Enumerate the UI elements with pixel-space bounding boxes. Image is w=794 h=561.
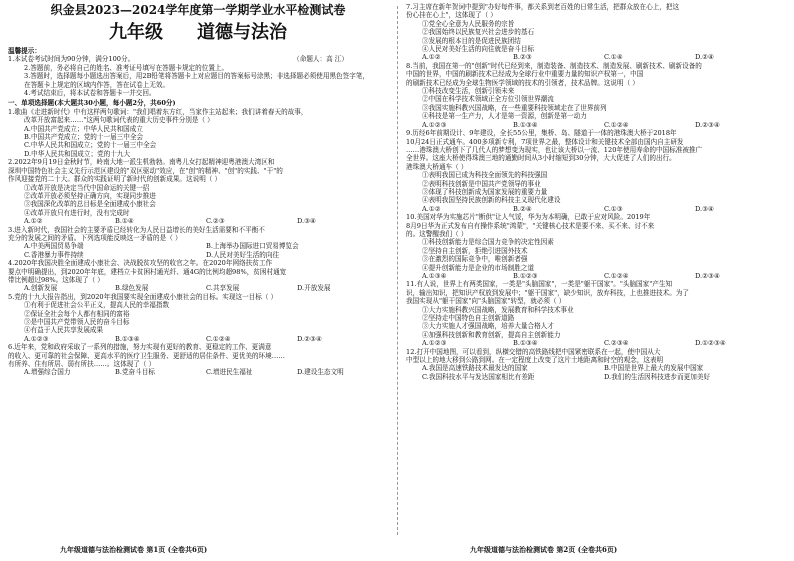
- question-stem: 港珠澳大桥通车（ ）: [406, 162, 468, 171]
- choice: D.②③④: [695, 272, 720, 280]
- choice: C.共享发展: [206, 284, 240, 293]
- notes-item: 1.本试卷考试时间为90分钟，满分100分。: [8, 55, 135, 64]
- choice: A.①②: [422, 204, 441, 213]
- question-stem: 中国的世界，中国的刷新技术已经成为全球行业中重要力量的知识产权第一，中国: [406, 70, 644, 79]
- option: ①科技改变生活，创新引领未来: [422, 87, 515, 96]
- option: ②中国在科学技术领域正全方位引领世界潮流: [422, 95, 554, 104]
- option: ①科技创新能力是综合国力竞争的决定性因素: [422, 238, 554, 247]
- choice: D.③④: [695, 204, 714, 213]
- option: ①表明我国已成为科技全面领先的科技强国: [422, 171, 548, 180]
- question-stem: 我国实现从"躯干国家"向"头脑国家"转型，就必须（ ）: [406, 297, 566, 306]
- choice: A.中美两国贸易争端: [24, 242, 84, 251]
- choice: B.①③④: [513, 120, 538, 129]
- option: B.中国共产党成立；党的十一届三中全会: [24, 133, 144, 142]
- question-stem: 有所养、住有所居、弱有所扶……。这体现了（ ）: [8, 360, 156, 369]
- choice: A.①②: [24, 217, 43, 226]
- option: ④有益于人民共享发展成果: [24, 326, 104, 335]
- choice: A.①②: [422, 53, 441, 62]
- choice: C.①②④: [206, 334, 231, 343]
- choice: A.①②③: [422, 120, 447, 129]
- question-stem: 7.习主席在新年贺词中提到"办好每件事，都关系到老百姓的日常生活，把群众放在心上，把这: [406, 3, 680, 11]
- question-stem: 全世界。这座大桥使得珠澳三地的通勤时间从3小时缩短到30分钟，大大促进了人们的出行。: [406, 154, 676, 163]
- choice: D.人民对美好生活的向往: [206, 250, 280, 259]
- choice: D.①②③④: [695, 339, 726, 348]
- choice: C.①④: [604, 53, 623, 62]
- question-stem: 要点中明确提出，到2020年年底，建档立卡贫困村通光纤、通4G的比例均超98%，贫困村通宽: [8, 267, 287, 276]
- choice: A.我国是高速铁路技术最发达的国家: [422, 364, 528, 373]
- page-footer-right: 九年级道德与法治检测试卷 第2页 (全卷共6页): [470, 545, 618, 554]
- choice: C.①③: [604, 204, 623, 213]
- option: ③我国深化改革的总目标是全面建成小康社会: [24, 200, 156, 209]
- option: ③发展的根本目的是促进民族团结: [422, 36, 521, 45]
- question-stem: 带比例超过98%。这体现了（ ）: [8, 275, 104, 284]
- option: D.中华人民共和国成立；党的十九大: [24, 149, 131, 158]
- option: ②坚持走中国特色自主创新道路: [422, 314, 515, 323]
- choice: C.我国科技水平与发达国家相比有差距: [422, 372, 535, 381]
- page-footer-left: 九年级道德与法治检测试卷 第1页 (全卷共6页): [60, 545, 208, 554]
- grade-label: 九年级: [109, 22, 163, 43]
- question-stem: 充分的发展之间的矛盾。下列选项能反映这一矛盾的是（ ）: [8, 233, 182, 242]
- question-stem: 2.2022年9月19日金秋时节，岭南大地一派生机勃勃。南粤儿女打起精神迎粤港澳大湾区和: [8, 158, 275, 167]
- choice: B.①③④: [115, 334, 140, 343]
- notes-item: 在答题卡上规定的区域内作答，答在试卷上无效。: [24, 80, 170, 89]
- option: ③在激烈的国际竞争中，唯创新者强: [422, 255, 528, 264]
- question-stem: 作风迎接党的二十大。群众的实践证明了新时代的创新成果。这说明（ ）: [8, 175, 222, 184]
- column-divider: [397, 6, 398, 535]
- choice: C.②③: [206, 217, 225, 226]
- exam-title: 织金县2023—2024学年度第一学期学业水平检测试卷: [50, 3, 346, 17]
- question-stem: 改革开放富起来……"这两句歌词代表的重大历史事件分别是（ ）: [24, 116, 214, 125]
- choice: D.②③④: [695, 120, 720, 129]
- choice: B.党奋斗目标: [115, 368, 155, 377]
- question-stem: 8.当前，我国在第一的"创新"时代已经到来，制造装备、制造技术、制造发展、刷新技术、刷新设备的: [406, 61, 702, 70]
- choice: D.开放发展: [297, 284, 331, 293]
- choice: B.绿色发展: [115, 284, 149, 293]
- question-stem: 的刷新技术已经成为全球生物医学领域的技术的引领者，技术品牌。这说明（ ）: [406, 78, 639, 87]
- choice: D.③④: [297, 217, 316, 226]
- option: ①党全心全意为人民服务的宗旨: [422, 19, 515, 28]
- question-stem: 12.打开中国地图，可以看到，纵横交错的高铁路线把中国紧密联系在一起，使中国从大: [406, 347, 661, 356]
- choice: A.创新发展: [24, 284, 58, 293]
- option: ②表明科技创新是中国共产党领导的事业: [422, 179, 541, 188]
- choice: B.上海举办国际进口贸易博览会: [206, 242, 299, 251]
- choice: D.②④: [695, 53, 714, 62]
- option: ②改革开放必须坚持正确方向，实现同步推进: [24, 191, 156, 200]
- choice: C.增进民生福祉: [206, 368, 253, 377]
- choice-row: [8, 251, 388, 259]
- option: ④人民对美好生活的向往就是奋斗目标: [422, 45, 535, 54]
- question-stem: 识，输出知识，把知识产权放到发展中；"躯干国家"，缺少知识，放弃科技，上也推进技术。为了: [406, 288, 690, 297]
- choice: A.增强综合国力: [24, 368, 71, 377]
- choice-row: [8, 335, 388, 343]
- choice: B.①②③: [513, 272, 538, 280]
- option: C.中华人民共和国成立；党的十一届三中全会: [24, 141, 157, 150]
- option: ④加强科技创新和教育创新，提高自主创新能力: [422, 330, 561, 339]
- notes-item: 4.考试结束后，将本试卷和答题卡一并交回。: [24, 89, 156, 98]
- option: ④表明我国坚持民族创新的科技主义现代化建设: [422, 196, 561, 205]
- choice-row: [406, 53, 786, 61]
- question-stem: 11.有人说，世界上有两类国家，一类是"头脑国家"，一类是"躯干国家"。"头脑国家"产生知: [406, 280, 673, 289]
- choice: C.②③④: [604, 339, 629, 348]
- option: ④改革开放只有进行时，没有完成时: [24, 208, 130, 217]
- choice: D.我们的生活因科技进步而更加美好: [604, 372, 711, 381]
- option: ④科技是第一生产力，人才是第一资源，创新是第一动力: [422, 112, 587, 121]
- choice: A.①②③: [422, 339, 447, 348]
- question-stem: 的。这警醒我们（ ）: [406, 229, 468, 238]
- question-stem: 10.美国对华为实施芯片"断供"让人气馁，华为为本明确，已敢于应对风险。2019年: [406, 213, 651, 222]
- choice: C.①②④: [604, 272, 629, 280]
- choice: C.香港暴力事件持续: [24, 250, 84, 259]
- option: ②保证全社会每个人都有相同的富裕: [24, 309, 130, 318]
- choice: B.②③: [513, 53, 532, 62]
- subject-row: [8, 21, 388, 45]
- subject-label: 道德与法治: [197, 22, 287, 43]
- author-label: （命题人：高 江）: [293, 55, 348, 64]
- left-column: [0, 0, 394, 561]
- option: ④提升创新能力是企业的市场制胜之道: [422, 263, 535, 272]
- notes-title: 温馨提示：: [8, 47, 41, 55]
- option: ①改革开放是决定当代中国命运的关键一招: [24, 183, 150, 192]
- choice-row: [406, 121, 786, 129]
- choice-row: [406, 205, 786, 213]
- option: ③体现了科技创新成为国家发展的重要力量: [422, 187, 548, 196]
- notes-item: 2.答题前，务必将自己的姓名、准考证号填写在答题卡规定的位置上。: [24, 63, 229, 72]
- choice: B.中国是世界上最大的发展中国家: [604, 364, 704, 373]
- question-stem: 8月9日华为正式发布自有操作系统"鸿蒙"，"关键核心技术是要不来、买不来、讨不来: [406, 221, 655, 230]
- question-stem: 的收入、更可靠的社会保障、更高水平的医疗卫生服务、更舒适的居住条件、更优美的环境……: [8, 351, 285, 360]
- option: ③是中国共产党带领人民的奋斗目标: [24, 318, 130, 326]
- choice: A.①③④: [422, 272, 447, 280]
- choice: D.建设生态文明: [297, 368, 344, 377]
- question-stem: 1.歌曲《走进新时代》中有这样两句歌词："我们唱着东方红，当家作主站起来；我们讲着春天的故事，: [8, 107, 308, 116]
- option: ②坚持自主创新，拒绝引进国外技术: [422, 246, 528, 255]
- question-stem: 6.近年来，党和政府采取了一系列的措施，努力实现有更好的教育、更稳定的工作、更满意: [8, 343, 272, 352]
- question-stem: 中型以上的地大移到公路到网。在一定程度上改变了这片土地距离和时空的观念，这表明: [406, 356, 664, 365]
- choice-row: [406, 339, 786, 347]
- question-stem: 深圳中国特色社会主义先行示范区建设的"双区驱动"效应，在"创"的精神、"创"的实践、"干"的: [8, 166, 283, 175]
- section-title: 一、单项选择题(本大题共30小题，每小题2分，共60分): [8, 99, 176, 108]
- choice-row: [8, 242, 388, 250]
- right-column: [400, 0, 794, 561]
- question-stem: 份心挂在心上"，这体现了（ ）: [406, 11, 497, 20]
- notes-item-1-row: [8, 55, 388, 63]
- choice-row: [8, 284, 388, 292]
- question-stem: 10月24日正式通车。400多项新专利，7项世界之最，整体设计和关键技术全部由国内自主研发: [406, 137, 684, 146]
- question-stem: 5.党的十九大报告指出，到2020年我国要实现全面建成小康社会的目标。实现这一目标（ ）: [8, 292, 278, 301]
- question-stem: 9.历经6年前期设计、9年建设，全长55公里，集桥、岛、隧道于一体的港珠澳大桥于2018年: [406, 129, 677, 138]
- option: ①大力实施科教兴国战略，发展教育和科学技术事业: [422, 305, 574, 314]
- option: ②我国始终以民族复兴社会进步的基石: [422, 28, 535, 37]
- notes-item: 3.答题时，选择题每小题选出答案后，用2B铅笔将答题卡上对应题目的答案标号涂黑；非选择题必须使用黑色签字笔，: [24, 72, 370, 81]
- choice-row: [406, 373, 786, 381]
- choice: B.②④: [513, 204, 532, 213]
- question-stem: 4.2020年我国决胜全面建成小康社会、决战脱贫攻坚的收官之年。在2020年网络扶贫工作: [8, 259, 273, 268]
- question-stem: ……港珠澳大桥创下了几代人的梦想变为现实，也让该大桥以一流、120年使用寿命的中国标准被推广: [406, 145, 703, 154]
- option: ③我国实施科教兴国战略，在一些重要科技领域走在了世界前列: [422, 103, 607, 112]
- choice-row: [8, 217, 388, 225]
- choice: A.①②③: [24, 334, 49, 343]
- choice: D.②③④: [297, 334, 322, 343]
- option: ③大力实施人才强国战略，培养大量合格人才: [422, 322, 554, 331]
- option: A.中国共产党成立；中华人民共和国成立: [24, 124, 143, 133]
- choice-row: [8, 368, 388, 376]
- choice: C.①②④: [604, 120, 629, 129]
- choice: B.①③④: [513, 339, 538, 348]
- option: ①有利于促进社会公平正义，提高人民的幸福指数: [24, 301, 170, 310]
- choice-row: [406, 364, 786, 372]
- choice: B.①④: [115, 217, 134, 226]
- question-stem: 3.进入新时代，我国社会的主要矛盾已经转化为人民日益增长的美好生活需要和不平衡不: [8, 225, 265, 234]
